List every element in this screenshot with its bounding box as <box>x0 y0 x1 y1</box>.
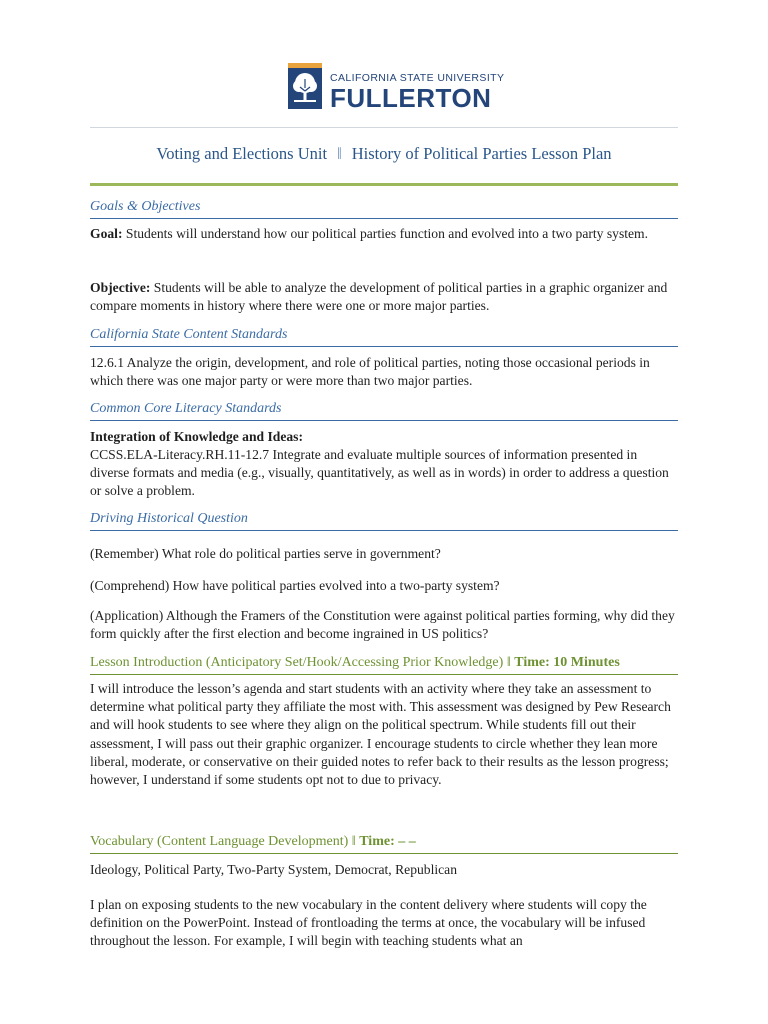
objective-text: Students will be able to analyze the development of political parties in a graphic organizer and compare moments in history where there were one or more major parties. <box>90 280 668 314</box>
vocabulary-text: I plan on exposing students to the new vocabulary in the content delivery where students will copy the definition on the PowerPoint. Instead of frontloading the terms at once, the vocabulary will be infused throughout the lesson. For example, I will begin with teaching students what an <box>90 897 647 949</box>
page-title <box>90 144 678 164</box>
title-divider <box>90 183 678 186</box>
common-core-heading: Common Core Literacy Standards <box>90 401 678 421</box>
logo-wordmark <box>330 63 504 111</box>
state-standards-text: 12.6.1 Analyze the origin, development, and role of political parties, noting those occasional periods in which there was one major party or were more than two major parties. <box>90 355 650 389</box>
csuf-logo <box>288 63 504 111</box>
lesson-title: History of Political Parties Lesson Plan <box>351 144 612 163</box>
goals-heading: Goals & Objectives <box>90 199 678 219</box>
introduction-time: Time: 10 Minutes <box>514 655 620 670</box>
common-core-subheading: Integration of Knowledge and Ideas: <box>90 429 303 444</box>
common-core-text: CCSS.ELA-Literacy.RH.11-12.7 Integrate and evaluate multiple sources of information presented in diverse formats and media (e.g., visually, quantitatively, as well as in words) in order to address a question or solve a problem. <box>90 447 669 499</box>
objective-label: Objective: <box>90 280 151 295</box>
question-item: (Remember) What role do political parties serve in government? <box>90 546 441 561</box>
state-standards-heading: California State Content Standards <box>90 327 678 347</box>
unit-title: Voting and Elections Unit <box>156 144 328 163</box>
goal-text: Students will understand how our political parties function and evolved into a two party system. <box>122 226 649 241</box>
logo-campus: FULLERTON <box>330 83 492 113</box>
goal-paragraph <box>90 225 678 243</box>
goal-label: Goal: <box>90 226 123 241</box>
introduction-text: I will introduce the lesson’s agenda and start students with an activity where they take an assessment to determine what political party they affiliate the most with. This assessment was designed by Pew Research and will hook students to see where they align on the political spectrum. While students fill out their assessment, I will pass out their graphic organizer. I encourage students to circle whether they lean more liberal, moderate, or conservative on their guided notes to refer back to their results as the lesson progress; however, I understand if some students opt not to due to privacy. <box>90 681 671 788</box>
heading-separator: ‖ <box>506 655 511 670</box>
objective-paragraph <box>90 279 678 315</box>
introduction-heading: Lesson Introduction (Anticipatory Set/Hook/Accessing Prior Knowledge) ‖ Time: 10 Minutes <box>90 655 678 675</box>
heading-separator: ‖ <box>351 834 356 849</box>
question-item: (Application) Although the Framers of the Constitution were against political parties forming, why did they form quickly after the first election and become ingrained in US politics? <box>90 608 675 642</box>
vocabulary-terms: Ideology, Political Party, Two-Party System, Democrat, Republican <box>90 862 458 877</box>
header-divider <box>90 127 678 128</box>
title-separator: ‖ <box>337 144 342 163</box>
vocabulary-heading: Vocabulary (Content Language Development) ‖ Time: – – <box>90 834 678 854</box>
driving-question-heading: Driving Historical Question <box>90 511 678 531</box>
question-item: (Comprehend) How have political parties evolved into a two-party system? <box>90 578 500 593</box>
vocabulary-time: Time: – – <box>359 834 416 849</box>
tree-seal-icon <box>288 63 322 109</box>
logo-university: CALIFORNIA STATE UNIVERSITY <box>330 72 505 84</box>
